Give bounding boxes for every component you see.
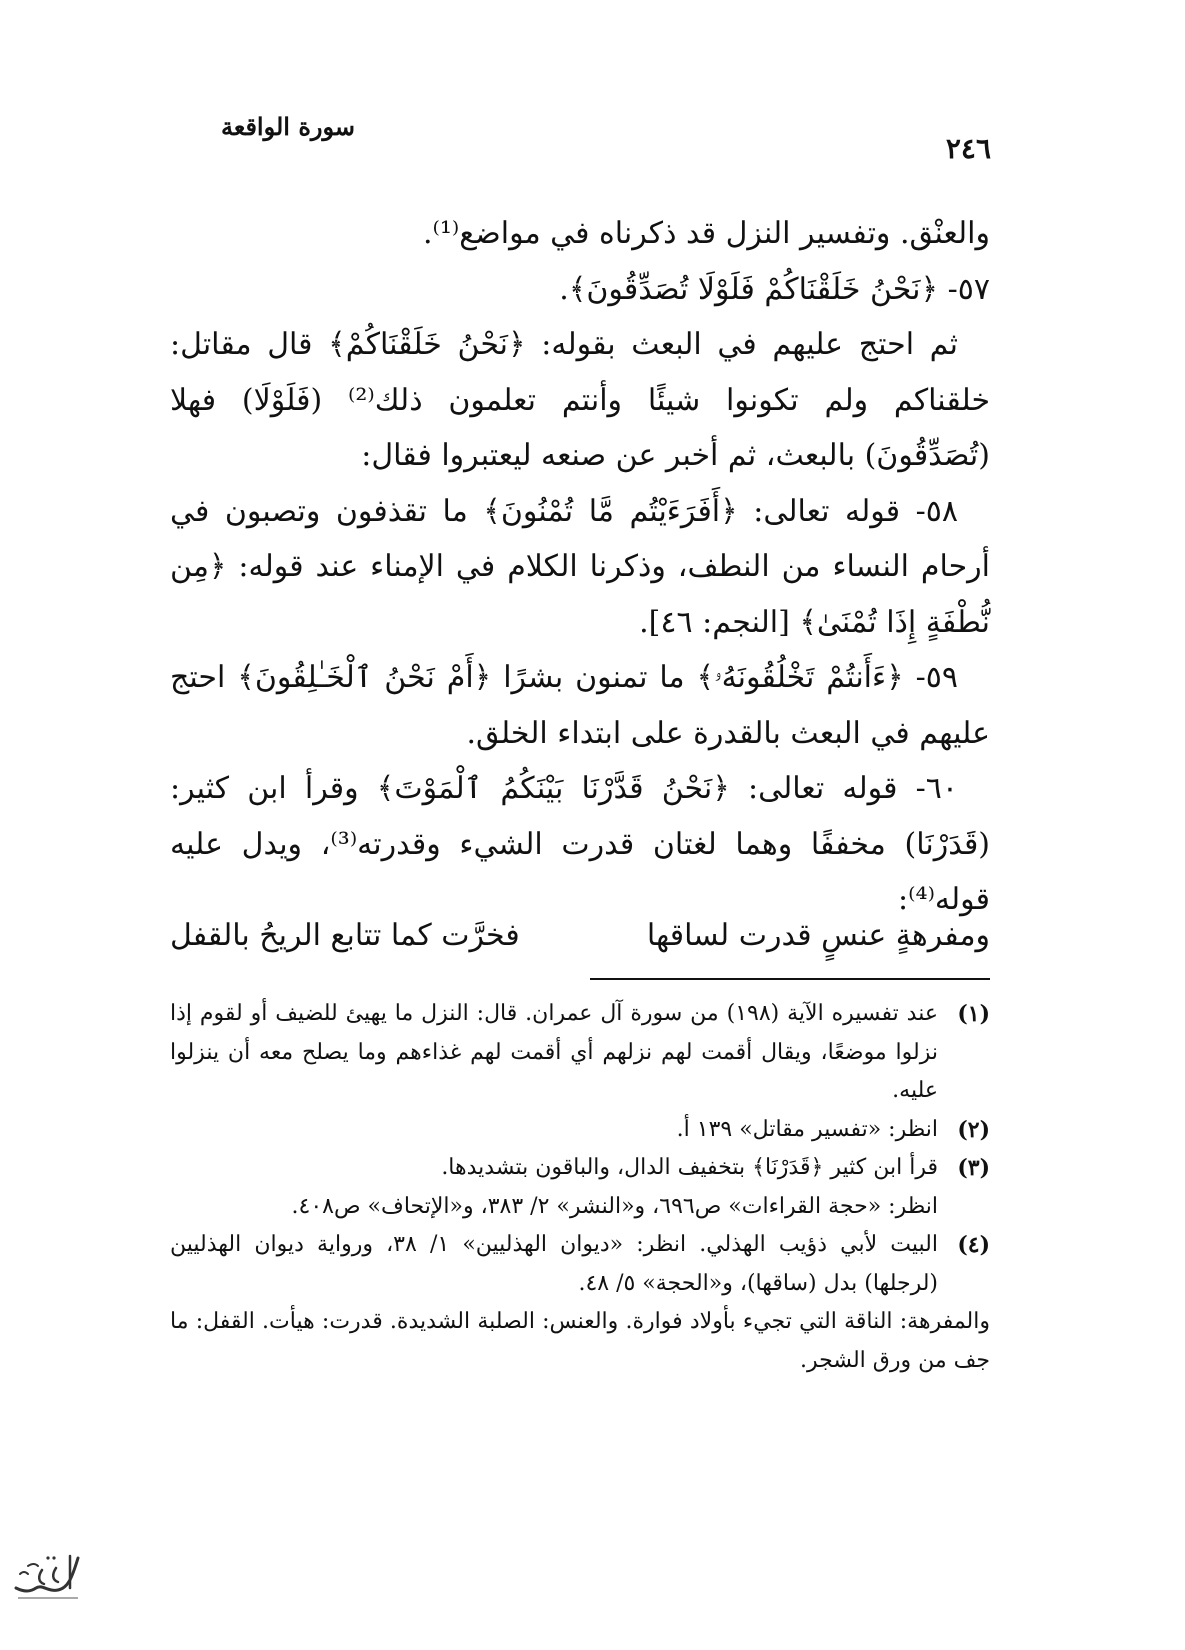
- footnote-1: [170, 995, 990, 1111]
- surah-title: سورة الواقعة: [221, 112, 355, 141]
- footnote-divider: [590, 978, 990, 980]
- footnote-number: (١): [957, 1001, 990, 1027]
- footnote-text: البيت لأبي ذؤيب الهذلي. انظر: «ديوان الهذليين» ١/ ٣٨، ورواية ديوان الهذليين (لرجلها) بدل (ساقها)، و«الحجة» ٥/ ٤٨.: [170, 1232, 938, 1296]
- footnote-3: [170, 1149, 990, 1188]
- paragraph-58: ٥٨- قوله تعالى: ﴿أَفَرَءَيْتُم مَّا تُمْنُونَ﴾ ما تقذفون وتصبون في أرحام النساء من النطف، وذكرنا الكلام في الإمناء عند قوله: ﴿مِن نُّطْفَةٍ إِذَا تُمْنَىٰ﴾ [النجم: ٤٦].: [170, 493, 990, 640]
- footnote-3-continuation: [170, 1188, 990, 1227]
- main-text: [170, 206, 990, 928]
- footnote-text: انظر: «تفسير مقاتل» ١٣٩ أ.: [676, 1116, 938, 1142]
- footnote-4: [170, 1226, 990, 1303]
- publisher-logo: [8, 1548, 86, 1604]
- footnote-number: (٤): [957, 1232, 990, 1258]
- footnote-number: (٣): [957, 1155, 990, 1181]
- footnote-2: [170, 1111, 990, 1150]
- paragraph-59: ٥٩- ﴿ءَأَنتُمْ تَخْلُقُونَهُۥ﴾ ما تمنون بشرًا ﴿أَمْ نَحْنُ ٱلْخَـٰلِقُونَ﴾ احتج عليهم في البعث بالقدرة على ابتداء الخلق.: [170, 660, 990, 751]
- paragraph-57: ثم احتج عليهم في البعث بقوله: ﴿نَحْنُ خَلَقْنَاكُمْ﴾ قال مقاتل: خلقناكم ولم تكونوا شيئًا وأنتم تعلمون ذلك⁽²⁾ (فَلَوْلَا) فهلا (تُصَدِّقُونَ) بالبعث، ثم أخبر عن صنعه ليعتبروا فقال:: [170, 327, 990, 473]
- hemistich-first: ومفرهةٍ عنسٍ قدرت لساقها: [646, 918, 990, 953]
- footnote-text: قرأ ابن كثير ﴿قَدَرْنَا﴾ بتخفيف الدال، والباقون بتشديدها.: [441, 1155, 938, 1180]
- hemistich-second: فخرَّت كما تتابع الريحُ بالقفل: [170, 918, 520, 953]
- footnote-number: (٢): [957, 1116, 990, 1143]
- page-number: ٢٤٦: [945, 132, 991, 165]
- poetry-verse: [170, 908, 990, 963]
- footnote-4-continuation: [170, 1303, 990, 1380]
- footnote-text: انظر: «حجة القراءات» ص٦٩٦، و«النشر» ٢/ ٣٨٣، و«الإتحاف» ص٤٠٨.: [291, 1193, 938, 1219]
- footnote-text: والمفرهة: الناقة التي تجيء بأولاد فوارة. والعنس: الصلبة الشديدة. قدرت: هيأت. القفل: ما جف من ورق الشجر.: [170, 1309, 990, 1373]
- footnote-text: عند تفسيره الآية (١٩٨) من سورة آل عمران. قال: النزل ما يهيئ للضيف أو لقوم إذا نزلوا موضعًا، ويقال أقمت لهم نزلهم أي أقمت لهم غذاءهم وما يصلح معه أن ينزلوا عليه.: [170, 1001, 938, 1103]
- text-line-1: والعنْق. وتفسير النزل قد ذكرناه في مواضع⁽¹⁾.: [422, 216, 990, 251]
- paragraph-60: ٦٠- قوله تعالى: ﴿نَحْنُ قَدَّرْنَا بَيْنَكُمُ ٱلْمَوْتَ﴾ وقرأ ابن كثير: (قَدَرْنَا) مخففًا وهما لغتان قدرت الشيء وقدرته⁽³⁾، ويدل عليه قوله⁽⁴⁾:: [170, 771, 990, 917]
- footnotes: [170, 995, 990, 1380]
- verse-57-heading: ٥٧- ﴿نَحْنُ خَلَقْنَاكُمْ فَلَوْلَا تُصَدِّقُونَ﴾.: [559, 271, 990, 307]
